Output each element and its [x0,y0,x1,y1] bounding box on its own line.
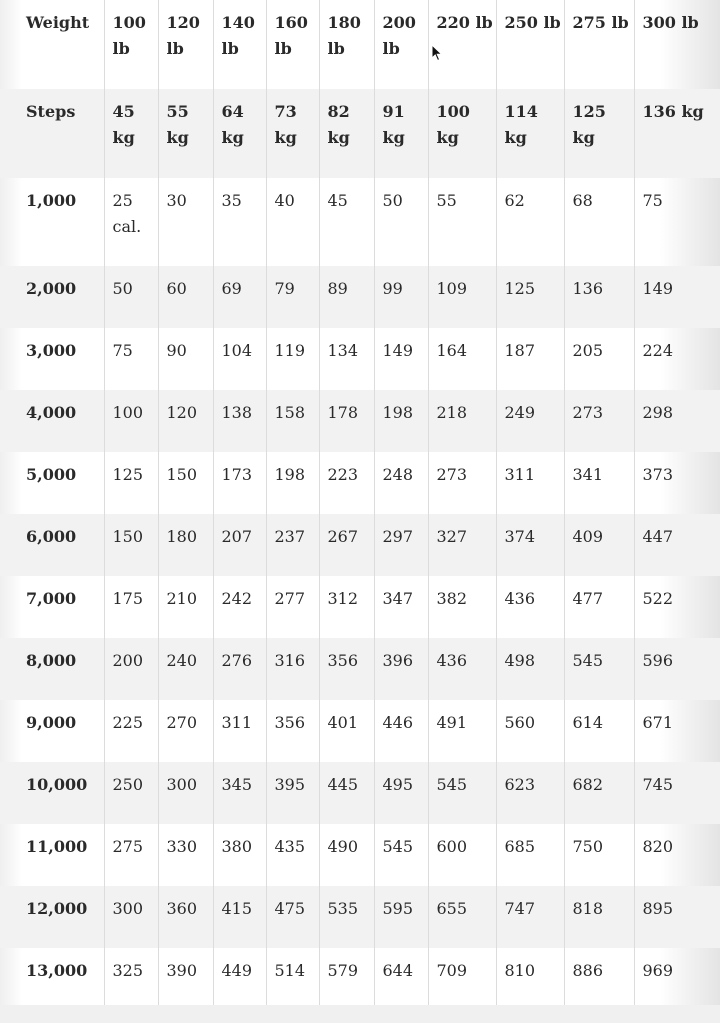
calorie-cell: 55 [428,178,496,266]
calorie-cell: 104 [213,328,266,390]
table-row [0,700,720,762]
table-row [0,576,720,638]
calorie-cell: 745 [634,762,720,824]
calorie-cell: 120 [158,390,213,452]
weight-label: Weight [26,13,90,32]
steps-cell: 3,000 [26,341,77,360]
steps-cell: 4,000 [0,390,104,452]
calorie-cell: 449 [213,948,266,1010]
steps-cell: 11,000 [26,837,88,856]
calorie-cell: 356 [319,638,374,700]
calorie-cell: 210 [158,576,213,638]
calorie-cell: 436 [428,638,496,700]
calorie-cell: 401 [319,700,374,762]
calorie-cell: 545 [428,762,496,824]
calorie-cell: 475 [266,886,319,948]
calorie-cell: 25 cal. [104,178,158,266]
calorie-cell: 223 [319,452,374,514]
steps-cell: 2,000 [0,266,104,328]
kilogram-cell: 114 kg [496,89,564,178]
calorie-cell: 535 [319,886,374,948]
calorie-cell: 298 [634,390,720,452]
calorie-cell: 205 [564,328,634,390]
calorie-cell: 100 [104,390,158,452]
calorie-cell: 596 [634,638,720,700]
calorie-cell: 545 [564,638,634,700]
calorie-cell: 345 [213,762,266,824]
weight-cell: 140 lb [213,0,266,89]
kilogram-cell: 64 kg [213,89,266,178]
weight-cell: 180 lb [319,0,374,89]
calorie-cell: 178 [319,390,374,452]
table-row [0,638,720,700]
kilogram-header-row [0,89,720,178]
calorie-cell: 435 [266,824,319,886]
table-row [0,948,720,1010]
calorie-cell: 477 [564,576,634,638]
calorie-cell: 180 [158,514,213,576]
calorie-cell: 341 [564,452,634,514]
table-row [0,328,720,390]
weight-cell: 200 lb [374,0,428,89]
steps-cell: 12,000 [0,886,104,948]
calorie-cell: 300 [158,762,213,824]
calorie-cell: 969 [634,948,720,1010]
steps-cell: 7,000 [26,589,77,608]
calorie-cell: 40 [266,178,319,266]
calorie-cell: 75 [634,178,720,266]
calorie-cell: 560 [496,700,564,762]
calorie-cell: 311 [496,452,564,514]
calorie-cell: 818 [564,886,634,948]
calorie-cell: 490 [319,824,374,886]
calorie-cell: 514 [266,948,319,1010]
calorie-cell: 579 [319,948,374,1010]
kilogram-cell: 136 kg [634,89,720,178]
calorie-cell: 747 [496,886,564,948]
calorie-cell: 207 [213,514,266,576]
calorie-cell: 150 [104,514,158,576]
calorie-cell: 495 [374,762,428,824]
calorie-cell: 270 [158,700,213,762]
calorie-cell: 390 [158,948,213,1010]
bottom-margin [0,1005,720,1023]
calorie-cell: 447 [634,514,720,576]
calorie-cell: 237 [266,514,319,576]
steps-cell: 8,000 [0,638,104,700]
calorie-cell: 50 [374,178,428,266]
calorie-cell: 671 [634,700,720,762]
weight-cell: 220 lb [428,0,496,89]
calorie-cell: 119 [266,328,319,390]
calorie-cell: 150 [158,452,213,514]
calorie-cell: 655 [428,886,496,948]
calorie-cell: 187 [496,328,564,390]
calorie-cell: 136 [564,266,634,328]
weight-cell: 250 lb [496,0,564,89]
table-row [0,452,720,514]
calorie-cell: 709 [428,948,496,1010]
calorie-cell: 30 [158,178,213,266]
calorie-cell: 409 [564,514,634,576]
calorie-cell: 545 [374,824,428,886]
calorie-cell: 218 [428,390,496,452]
calorie-cell: 60 [158,266,213,328]
calorie-cell: 445 [319,762,374,824]
calorie-cell: 250 [104,762,158,824]
calorie-cell: 248 [374,452,428,514]
calorie-cell: 149 [634,266,720,328]
calorie-cell: 79 [266,266,319,328]
calorie-cell: 99 [374,266,428,328]
calorie-cell: 297 [374,514,428,576]
calorie-cell: 276 [213,638,266,700]
calorie-cell: 810 [496,948,564,1010]
calorie-cell: 125 [496,266,564,328]
kilogram-cell: 82 kg [319,89,374,178]
calorie-cell: 522 [634,576,720,638]
calorie-cell: 623 [496,762,564,824]
calorie-cell: 198 [266,452,319,514]
calorie-cell: 158 [266,390,319,452]
calorie-cell: 820 [634,824,720,886]
calorie-cell: 327 [428,514,496,576]
calorie-cell: 89 [319,266,374,328]
calorie-cell: 436 [496,576,564,638]
calorie-cell: 360 [158,886,213,948]
table-row [0,824,720,886]
calorie-cell: 134 [319,328,374,390]
table-row [0,390,720,452]
weight-cell: 275 lb [564,0,634,89]
calorie-cell: 347 [374,576,428,638]
mouse-cursor-icon [431,44,443,62]
kilogram-cell: 91 kg [374,89,428,178]
calorie-cell: 35 [213,178,266,266]
calorie-cell: 45 [319,178,374,266]
steps-cell: 5,000 [26,465,77,484]
calorie-cell: 396 [374,638,428,700]
weight-cell: 300 lb [634,0,720,89]
calorie-cell: 380 [213,824,266,886]
calorie-cell: 277 [266,576,319,638]
steps-label: Steps [0,89,104,178]
calorie-cell: 395 [266,762,319,824]
calorie-cell: 311 [213,700,266,762]
calorie-cell: 491 [428,700,496,762]
calorie-cell: 374 [496,514,564,576]
calorie-cell: 316 [266,638,319,700]
calorie-cell: 173 [213,452,266,514]
calorie-cell: 267 [319,514,374,576]
calorie-cell: 90 [158,328,213,390]
steps-cell: 13,000 [26,961,88,980]
calorie-cell: 273 [428,452,496,514]
calorie-cell: 595 [374,886,428,948]
calorie-cell: 614 [564,700,634,762]
table-row [0,886,720,948]
calorie-cell: 644 [374,948,428,1010]
calorie-cell: 62 [496,178,564,266]
kilogram-cell: 55 kg [158,89,213,178]
calorie-cell: 382 [428,576,496,638]
steps-cell: 6,000 [0,514,104,576]
table-row [0,178,720,266]
calorie-cell: 164 [428,328,496,390]
kilogram-cell: 100 kg [428,89,496,178]
calorie-cell: 600 [428,824,496,886]
calorie-cell: 240 [158,638,213,700]
calorie-cell: 330 [158,824,213,886]
table-row [0,514,720,576]
calorie-cell: 50 [104,266,158,328]
calorie-cell: 886 [564,948,634,1010]
calorie-cell: 225 [104,700,158,762]
steps-cell: 1,000 [26,191,77,210]
calorie-cell: 69 [213,266,266,328]
steps-cell: 10,000 [0,762,104,824]
calorie-cell: 175 [104,576,158,638]
steps-cell: 9,000 [26,713,77,732]
calorie-cell: 312 [319,576,374,638]
table-row [0,762,720,824]
calorie-cell: 895 [634,886,720,948]
calorie-cell: 373 [634,452,720,514]
calorie-cell: 498 [496,638,564,700]
calorie-cell: 242 [213,576,266,638]
calorie-cell: 446 [374,700,428,762]
calorie-cell: 325 [104,948,158,1010]
calorie-cell: 750 [564,824,634,886]
calorie-cell: 224 [634,328,720,390]
calorie-cell: 415 [213,886,266,948]
calorie-cell: 300 [104,886,158,948]
calorie-cell: 109 [428,266,496,328]
weight-cell: 120 lb [158,0,213,89]
weight-header-row [0,0,720,89]
calorie-cell: 273 [564,390,634,452]
calorie-cell: 685 [496,824,564,886]
calorie-cell: 149 [374,328,428,390]
calorie-cell: 68 [564,178,634,266]
calorie-cell: 75 [104,328,158,390]
calorie-cell: 200 [104,638,158,700]
table-row [0,266,720,328]
kilogram-cell: 125 kg [564,89,634,178]
kilogram-cell: 73 kg [266,89,319,178]
calorie-cell: 275 [104,824,158,886]
calorie-cell: 356 [266,700,319,762]
calorie-cell: 138 [213,390,266,452]
calorie-cell: 682 [564,762,634,824]
weight-cell: 160 lb [266,0,319,89]
calorie-cell: 249 [496,390,564,452]
weight-cell: 100 lb [104,0,158,89]
kilogram-cell: 45 kg [104,89,158,178]
calorie-cell: 198 [374,390,428,452]
calorie-cell: 125 [104,452,158,514]
